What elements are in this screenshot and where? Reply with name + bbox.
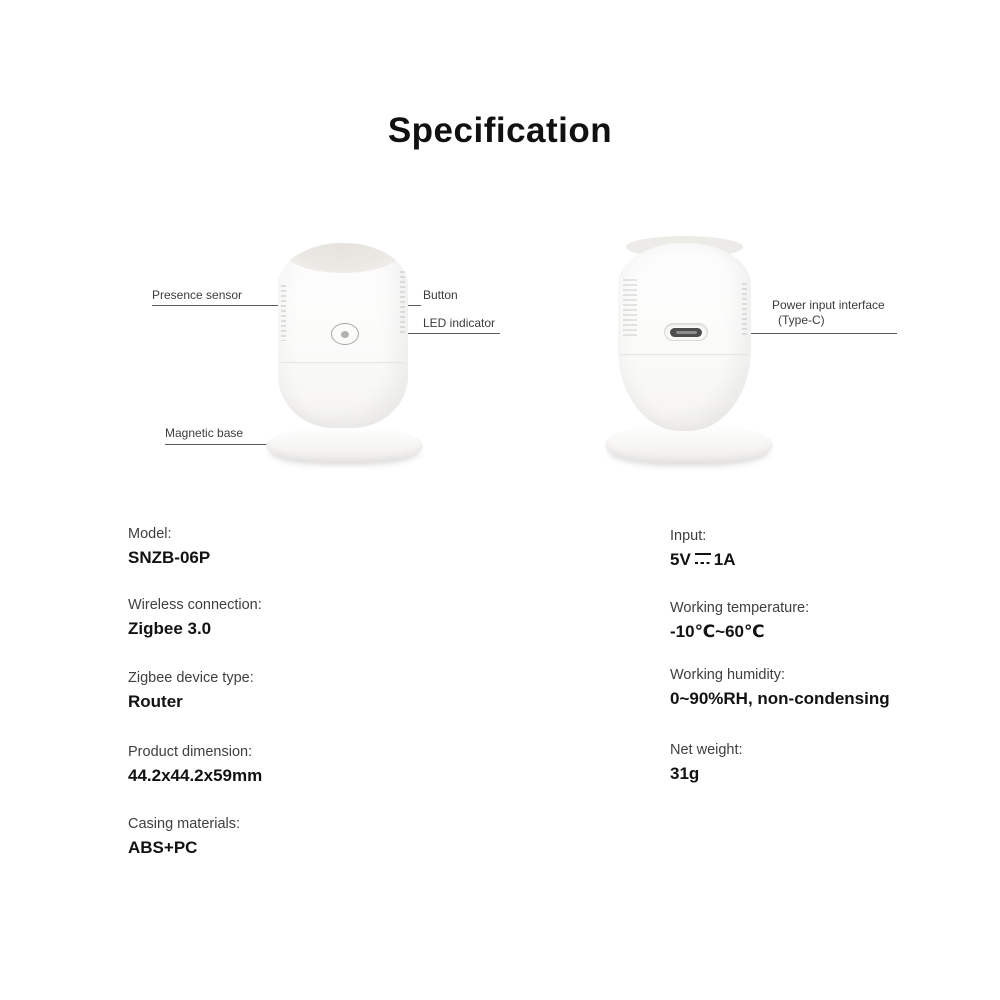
spec-value: Zigbee 3.0	[128, 619, 212, 638]
spec-label: Input:	[670, 528, 707, 544]
spec-value: ABS+PC	[128, 838, 198, 857]
spec-item-wireless-connection	[128, 595, 262, 641]
usb-c-pin	[676, 331, 697, 334]
device-back-body	[618, 243, 751, 431]
body-seam	[281, 362, 405, 363]
led-indicator-dot	[341, 331, 349, 338]
callout-power-input-line2: (Type-C)	[778, 313, 825, 327]
callout-led-indicator: LED indicator	[423, 316, 496, 330]
spec-label: Casing materials:	[128, 816, 241, 832]
spec-value: SNZB-06P	[128, 548, 211, 567]
usb-c-port	[664, 323, 708, 341]
spec-value: 0~90%RH, non-condensing	[670, 689, 890, 708]
spec-value: 31g	[670, 764, 700, 783]
direct-current-symbol-icon	[695, 553, 711, 564]
device-front-body	[278, 243, 408, 428]
side-print-marks	[742, 283, 747, 338]
spec-item-casing-materials	[128, 814, 240, 860]
spec-item-product-dimension	[128, 742, 262, 788]
spec-value: Router	[128, 692, 183, 711]
spec-label: Product dimension:	[128, 744, 253, 760]
spec-value: -10℃~60℃	[670, 622, 765, 641]
input-voltage: 5V	[670, 550, 691, 569]
usb-c-slot	[670, 328, 702, 337]
callout-button: Button	[423, 288, 458, 302]
spec-label: Model:	[128, 526, 172, 542]
callout-presence-sensor: Presence sensor	[152, 288, 243, 302]
spec-value	[670, 548, 736, 572]
magnetic-base-front	[266, 427, 423, 463]
body-seam	[621, 354, 748, 355]
callout-power-input	[772, 298, 885, 328]
spec-label: Working temperature:	[670, 600, 810, 616]
spec-label: Zigbee device type:	[128, 670, 254, 686]
spec-item-working-humidity	[670, 665, 890, 711]
device-button	[331, 323, 359, 345]
spec-item-working-temperature	[670, 598, 809, 644]
input-current: 1A	[713, 550, 736, 569]
spec-value: 44.2x44.2x59mm	[128, 766, 263, 785]
leader-line-presence-sensor	[152, 305, 293, 306]
spec-label: Working humidity:	[670, 667, 785, 683]
spec-item-zigbee-device-type	[128, 668, 254, 714]
spec-item-model	[128, 524, 210, 570]
spec-label: Wireless connection:	[128, 597, 262, 613]
callout-power-input-line1: Power input interface	[772, 298, 885, 312]
page-title: Specification	[387, 111, 613, 151]
side-print-marks	[400, 271, 405, 333]
side-print-marks	[623, 279, 637, 337]
side-print-marks	[281, 285, 286, 341]
presence-sensor-dome	[283, 243, 403, 273]
callout-magnetic-base: Magnetic base	[165, 426, 244, 440]
spec-item-net-weight	[670, 740, 743, 786]
spec-item-input	[670, 526, 736, 572]
spec-label: Net weight:	[670, 742, 743, 758]
